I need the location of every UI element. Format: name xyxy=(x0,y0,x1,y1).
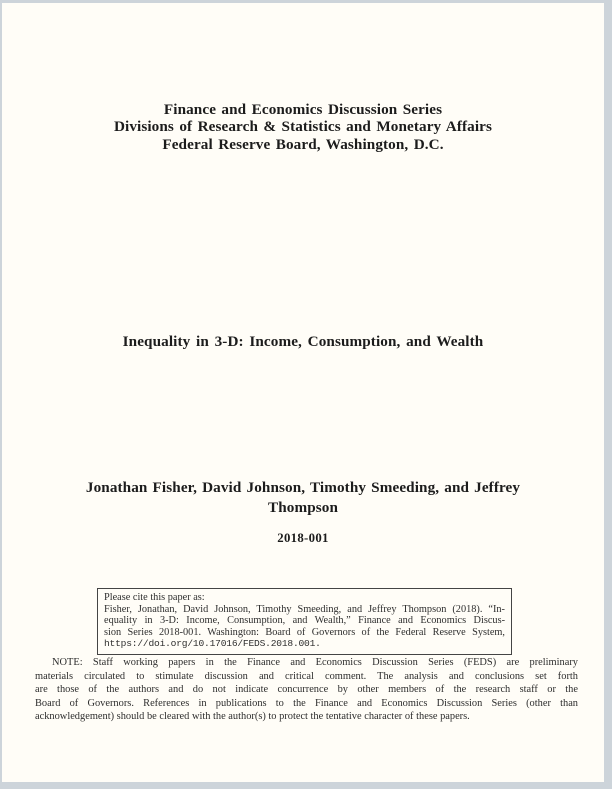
text-line: Please cite this paper as: xyxy=(104,592,205,603)
paper-cover-page xyxy=(2,3,604,782)
text-line: are those of the authors and do not indicate concurrence by other members of the research staff or the xyxy=(35,684,578,696)
text-line: sion Series 2018-001. Washington: Board of Governors of the Federal Reserve System, xyxy=(104,626,505,638)
series-name: Finance and Economics Discussion Series xyxy=(163,101,443,118)
paper-title: Inequality in 3-D: Income, Consumption, and Wealth xyxy=(122,333,484,350)
citation-box xyxy=(97,588,512,655)
author-list: Jonathan Fisher, David Johnson, Timothy Smeeding, and Jeffrey Thompson xyxy=(85,479,521,516)
text-line: NOTE: Staff working papers in the Finance and Economics Discussion Series (FEDS) are preliminary xyxy=(52,657,578,668)
series-header xyxy=(2,101,604,153)
text-line: https://doi.org/10.17016/FEDS.2018.001. xyxy=(104,638,321,649)
series-institution: Federal Reserve Board, Washington, D.C. xyxy=(162,135,444,153)
text-line: Board of Governors. References in publications to the Finance and Economics Discussion Series (other than xyxy=(35,697,578,709)
text-line: acknowledgement) should be cleared with the author(s) to protect the tentative character of these papers. xyxy=(35,711,470,723)
text-line: equality in 3-D: Income, Consumption, and Wealth,” Finance and Economics Discus- xyxy=(104,615,505,626)
text-line: Fisher, Jonathan, David Johnson, Timothy Smeeding, and Jeffrey Thompson (2018). “In- xyxy=(104,603,505,615)
paper-number: 2018-001 xyxy=(277,531,329,545)
text-line: materials circulated to stimulate discussion and critical comment. The analysis and conclusions set forth xyxy=(35,670,578,682)
series-divisions: Divisions of Research & Statistics and Monetary Affairs xyxy=(113,118,493,136)
disclaimer-note xyxy=(35,656,578,724)
